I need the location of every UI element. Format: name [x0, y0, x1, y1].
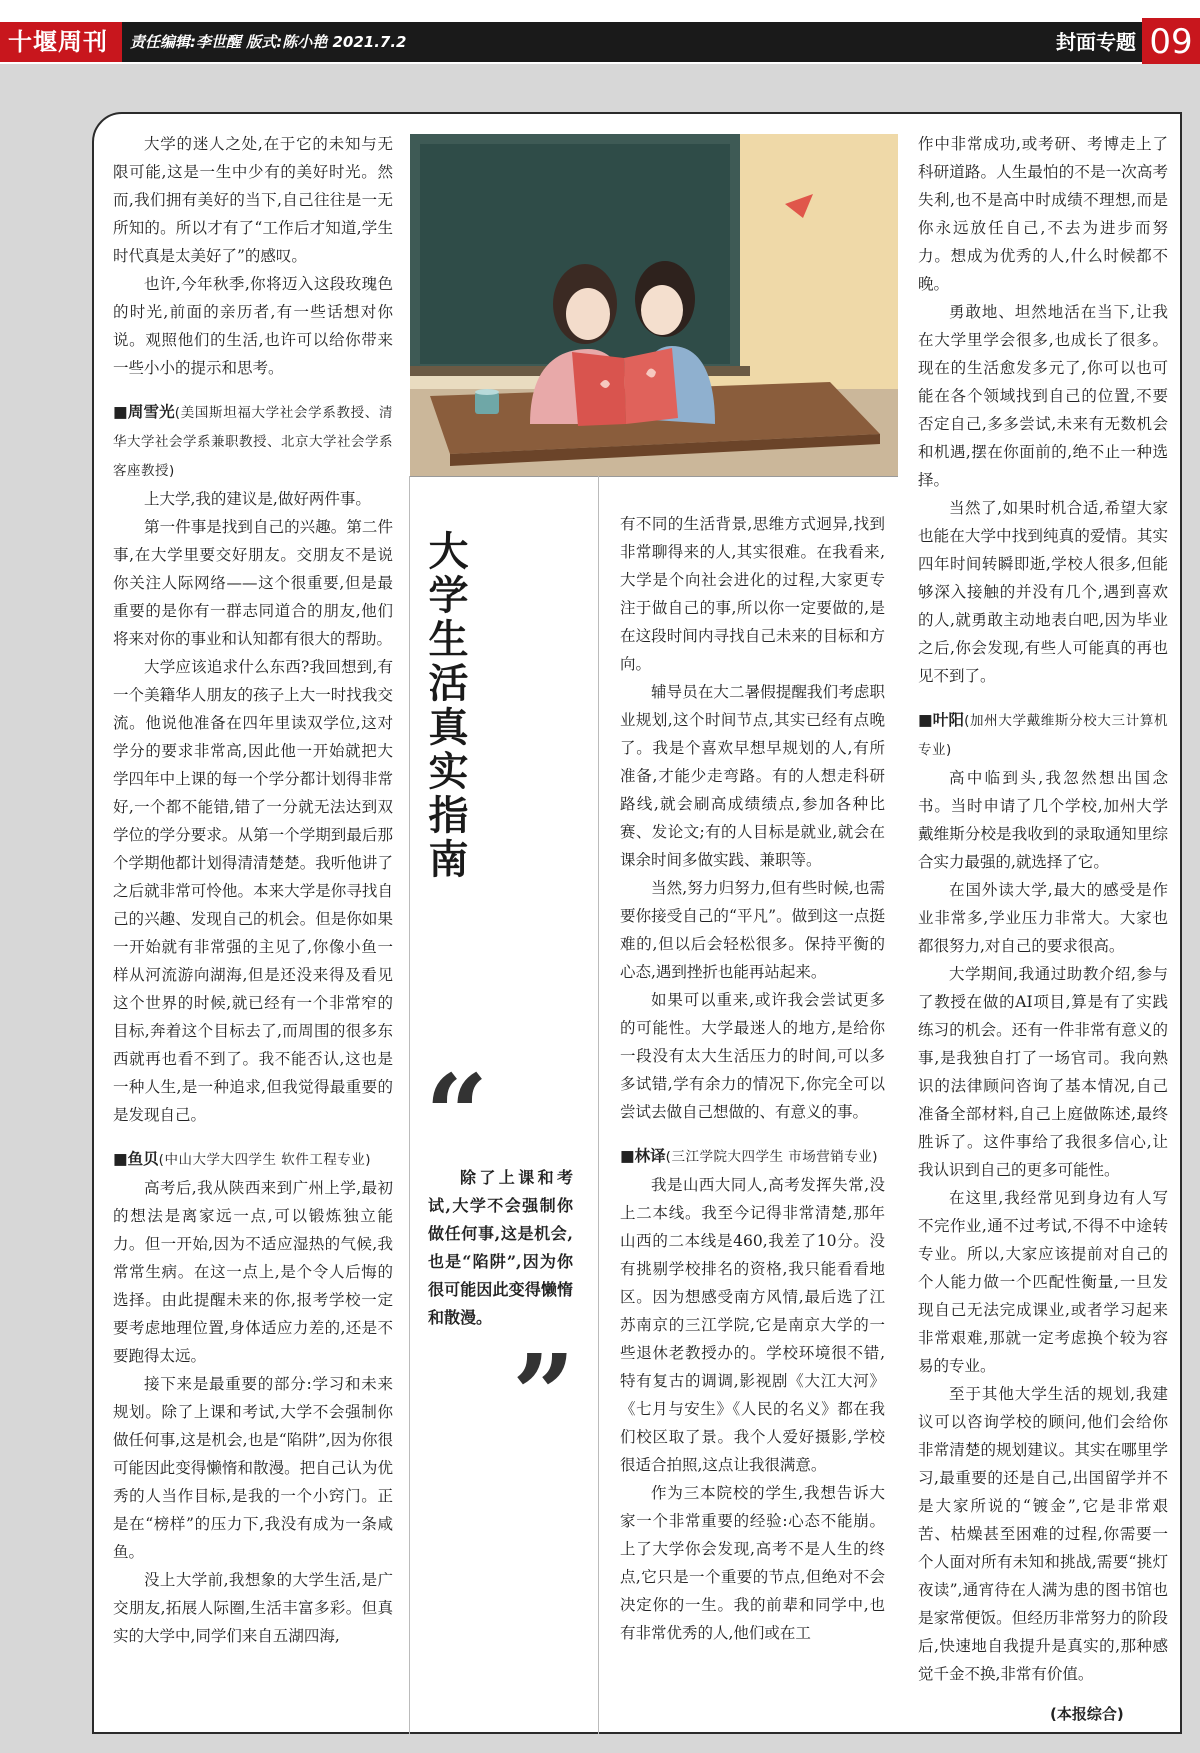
- body-paragraph: 当然了,如果时机合适,希望大家也能在大学中找到纯真的爱情。其实四年时间转瞬即逝,学校人很多,但能够深入接触的并没有几个,遇到喜欢的人,就勇敢主动地表白吧,因为毕业之后,你会发现,有些人可能真的再也见不到了。: [918, 499, 1168, 685]
- body-paragraph: 接下来是最重要的部分:学习和未来规划。除了上课和考试,大学不会强制你做任何事,这是机会,也是“陷阱”,因为你很可能因此变得懒惰和散漫。把自己认为优秀的人当作目标,是我的一个小窍门。正是在“榜样”的压力下,我没有成为一条咸鱼。: [113, 1375, 393, 1561]
- author-desc: (加州大学戴维斯分校大三计算机专业): [918, 713, 1168, 758]
- author-heading-yu: [113, 1145, 393, 1174]
- column-rule: [598, 476, 599, 1734]
- body-paragraph: 作为三本院校的学生,我想告诉大家一个非常重要的经验:心态不能崩。上了大学你会发现,高考不是人生的终点,它只是一个重要的节点,但绝对不会决定你的一生。我的前辈和同学中,也有非常优秀的人,他们或在工: [620, 1484, 885, 1642]
- page-header: [0, 0, 1200, 64]
- intro-paragraph: 大学的迷人之处,在于它的未知与无限可能,这是一生中少有的美好时光。然而,我们拥有美好的当下,自己往往是一无所知的。所以才有了“工作后才知道,学生时代真是太美好了”的感叹。: [113, 135, 393, 265]
- illustration-two-girls-reading: [410, 134, 898, 476]
- intro-paragraph: 也许,今年秋季,你将迈入这段玫瑰色的时光,前面的亲历者,有一些话想对你说。观照他们的生活,也许可以给你带来一些小小的提示和思考。: [113, 275, 393, 377]
- body-paragraph: 大学应该追求什么东西?我回想到,有一个美籍华人朋友的孩子上大一时找我交流。他说他准备在四年里读双学位,这对学分的要求非常高,因此他一开始就把大学四年中上课的每一个学分都计划得非常好,一个都不能错,错了一分就无法达到双学位的学分要求。从第一个学期到最后那个学期他都计划得清清楚楚。我听他讲了之后就非常可怜他。本来大学是你寻找自己的兴趣、发现自己的机会。但是你如果一开始就有非常强的主见了,你像小鱼一样从河流游向湖海,但是还没来得及看见这个世界的时候,就已经有一个非常窄的目标,奔着这个目标去了,而周围的很多东西就再也看不到了。我不能否认,这也是一种人生,是一种追求,但我觉得最重要的是发现自己。: [113, 658, 393, 1124]
- author-desc: (三江学院大四学生 市场营销专业): [665, 1149, 878, 1165]
- author-name: 林译: [634, 1147, 666, 1165]
- pull-quote: 除了上课和考试,大学不会强制你做任何事,这是机会,也是“陷阱”,因为你很可能因此变得懒惰和散漫。: [428, 1168, 573, 1327]
- close-quote-icon: ”: [512, 1350, 576, 1430]
- body-paragraph: 在这里,我经常见到身边有人写不完作业,通不过考试,不得不中途转专业。所以,大家应该提前对自己的个人能力做一个匹配性衡量,一旦发现自己无法完成课业,或者学习起来非常艰难,那就一定考虑换个较为容易的专业。: [918, 1189, 1168, 1375]
- column-3: [620, 510, 885, 1647]
- square-bullet-icon: ■: [113, 403, 128, 421]
- body-paragraph: 有不同的生活背景,思维方式迥异,找到非常聊得来的人,其实很难。在我看来,大学是个向社会进化的过程,大家更专注于做自己的事,所以你一定要做的,是在这段时间内寻找自己未来的目标和方向。: [620, 515, 885, 673]
- author-name: 叶阳: [932, 711, 965, 729]
- square-bullet-icon: ■: [620, 1147, 635, 1165]
- square-bullet-icon: ■: [918, 711, 933, 729]
- article-title: 大学生活真实指南: [422, 530, 469, 882]
- body-paragraph: 至于其他大学生活的规划,我建议可以咨询学校的顾问,他们会给你非常清楚的规划建议。其实在哪里学习,最重要的还是自己,出国留学并不是大家所说的“镀金”,它是非常艰苦、枯燥甚至困难的过程,你需要一个人面对所有未知和挑战,需要“挑灯夜读”,通宵待在人满为患的图书馆也是家常便饭。但经历非常努力的阶段后,快速地自我提升是真实的,那种感觉千金不换,非常有价值。: [918, 1385, 1168, 1683]
- body-paragraph: 当然,努力归努力,但有些时候,也需要你接受自己的“平凡”。做到这一点挺难的,但以后会轻松很多。保持平衡的心态,遇到挫折也能再站起来。: [620, 879, 885, 981]
- editor-credits: 责任编辑:李世醒 版式:陈小艳 2021.7.2: [130, 33, 407, 51]
- body-paragraph: 高考后,我从陕西来到广州上学,最初的想法是离家远一点,可以锻炼独立能力。但一开始,因为不适应湿热的气候,我常常生病。在这一点上,是个令人后悔的选择。由此提醒未来的你,报考学校一定要考虑地理位置,身体适应力差的,还是不要跑得太远。: [113, 1179, 393, 1365]
- square-bullet-icon: ■: [113, 1150, 128, 1168]
- body-paragraph: 大学期间,我通过助教介绍,参与了教授在做的AI项目,算是有了实践练习的机会。还有一件非常有意义的事,是我独自打了一场官司。我向熟识的法律顾问咨询了基本情况,自己准备全部材料,自己上庭做陈述,最终胜诉了。这件事给了我很多信心,让我认识到自己的更多可能性。: [918, 965, 1168, 1179]
- body-paragraph: 没上大学前,我想象的大学生活,是广交朋友,拓展人际圈,生活丰富多彩。但真实的大学中,同学们来自五湖四海,: [113, 1571, 393, 1645]
- author-name: 鱼贝: [127, 1150, 159, 1168]
- column-rule: [409, 476, 410, 1734]
- body-paragraph: 上大学,我的建议是,做好两件事。: [144, 490, 371, 508]
- author-heading-ye: [918, 706, 1168, 764]
- source-credit: (本报综合): [1050, 1705, 1124, 1723]
- body-paragraph: 在国外读大学,最大的感受是作业非常多,学业压力非常大。大家也都很努力,对自己的要求很高。: [918, 881, 1168, 955]
- illustration-divider: [410, 476, 898, 477]
- body-paragraph: 我是山西大同人,高考发挥失常,没上二本线。我至今记得非常清楚,那年山西的二本线是460,我差了10分。没有挑剔学校排名的资格,我只能看看地区。因为想感受南方风情,最后选了江苏南京的三江学院,它是南京大学的一些退休老教授办的。学校环境很不错,特有复古的调调,影视剧《大江大河》《七月与安生》《人民的名义》都在我们校区取了景。我个人爱好摄影,学校很适合拍照,这点让我很满意。: [620, 1176, 885, 1474]
- body-paragraph: 如果可以重来,或许我会尝试更多的可能性。大学最迷人的地方,是给你一段没有太大生活压力的时间,可以多多试错,学有余力的情况下,你完全可以尝试去做自己想做的、有意义的事。: [620, 991, 885, 1121]
- body-paragraph: 作中非常成功,或考研、考博走上了科研道路。人生最怕的不是一次高考失利,也不是高中时成绩不理想,而是你永远放任自己,不去为进步而努力。想成为优秀的人,什么时候都不晚。: [918, 135, 1168, 293]
- masthead: 十堰周刊: [0, 22, 122, 62]
- author-heading-zhou: [113, 398, 393, 485]
- body-paragraph: 勇敢地、坦然地活在当下,让我在大学里学会很多,也成长了很多。现在的生活愈发多元了,你可以也可能在各个领域找到自己的位置,不要否定自己,多多尝试,未来有无数机会和机遇,摆在你面前的,绝不止一种选择。: [918, 303, 1168, 489]
- column-4: [918, 130, 1168, 1688]
- body-paragraph: 辅导员在大二暑假提醒我们考虑职业规划,这个时间节点,其实已经有点晚了。我是个喜欢早想早规划的人,有所准备,才能少走弯路。有的人想走科研路线,就会刷高成绩绩点,参加各种比赛、发论文;有的人目标是就业,就会在课余时间多做实践、兼职等。: [620, 683, 885, 869]
- column-1: [113, 130, 393, 1650]
- section-name: 封面专题: [1056, 30, 1136, 54]
- author-name: 周雪光: [127, 403, 175, 421]
- open-quote-icon: “: [425, 1070, 489, 1150]
- author-desc: (美国斯坦福大学社会学系教授、清华大学社会学系兼职教授、北京大学社会学系客座教授): [113, 405, 393, 479]
- body-paragraph: 高中临到头,我忽然想出国念书。当时申请了几个学校,加州大学戴维斯分校是我收到的录取通知里综合实力最强的,就选择了它。: [918, 769, 1168, 871]
- body-paragraph: 第一件事是找到自己的兴趣。第二件事,在大学里要交好朋友。交朋友不是说你关注人际网络——这个很重要,但是最重要的是你有一群志同道合的朋友,他们将来对你的事业和认知都有很大的帮助。: [113, 518, 393, 648]
- page-number: 09: [1142, 18, 1200, 66]
- author-desc: (中山大学大四学生 软件工程专业): [158, 1152, 371, 1168]
- author-heading-lin: [620, 1142, 885, 1171]
